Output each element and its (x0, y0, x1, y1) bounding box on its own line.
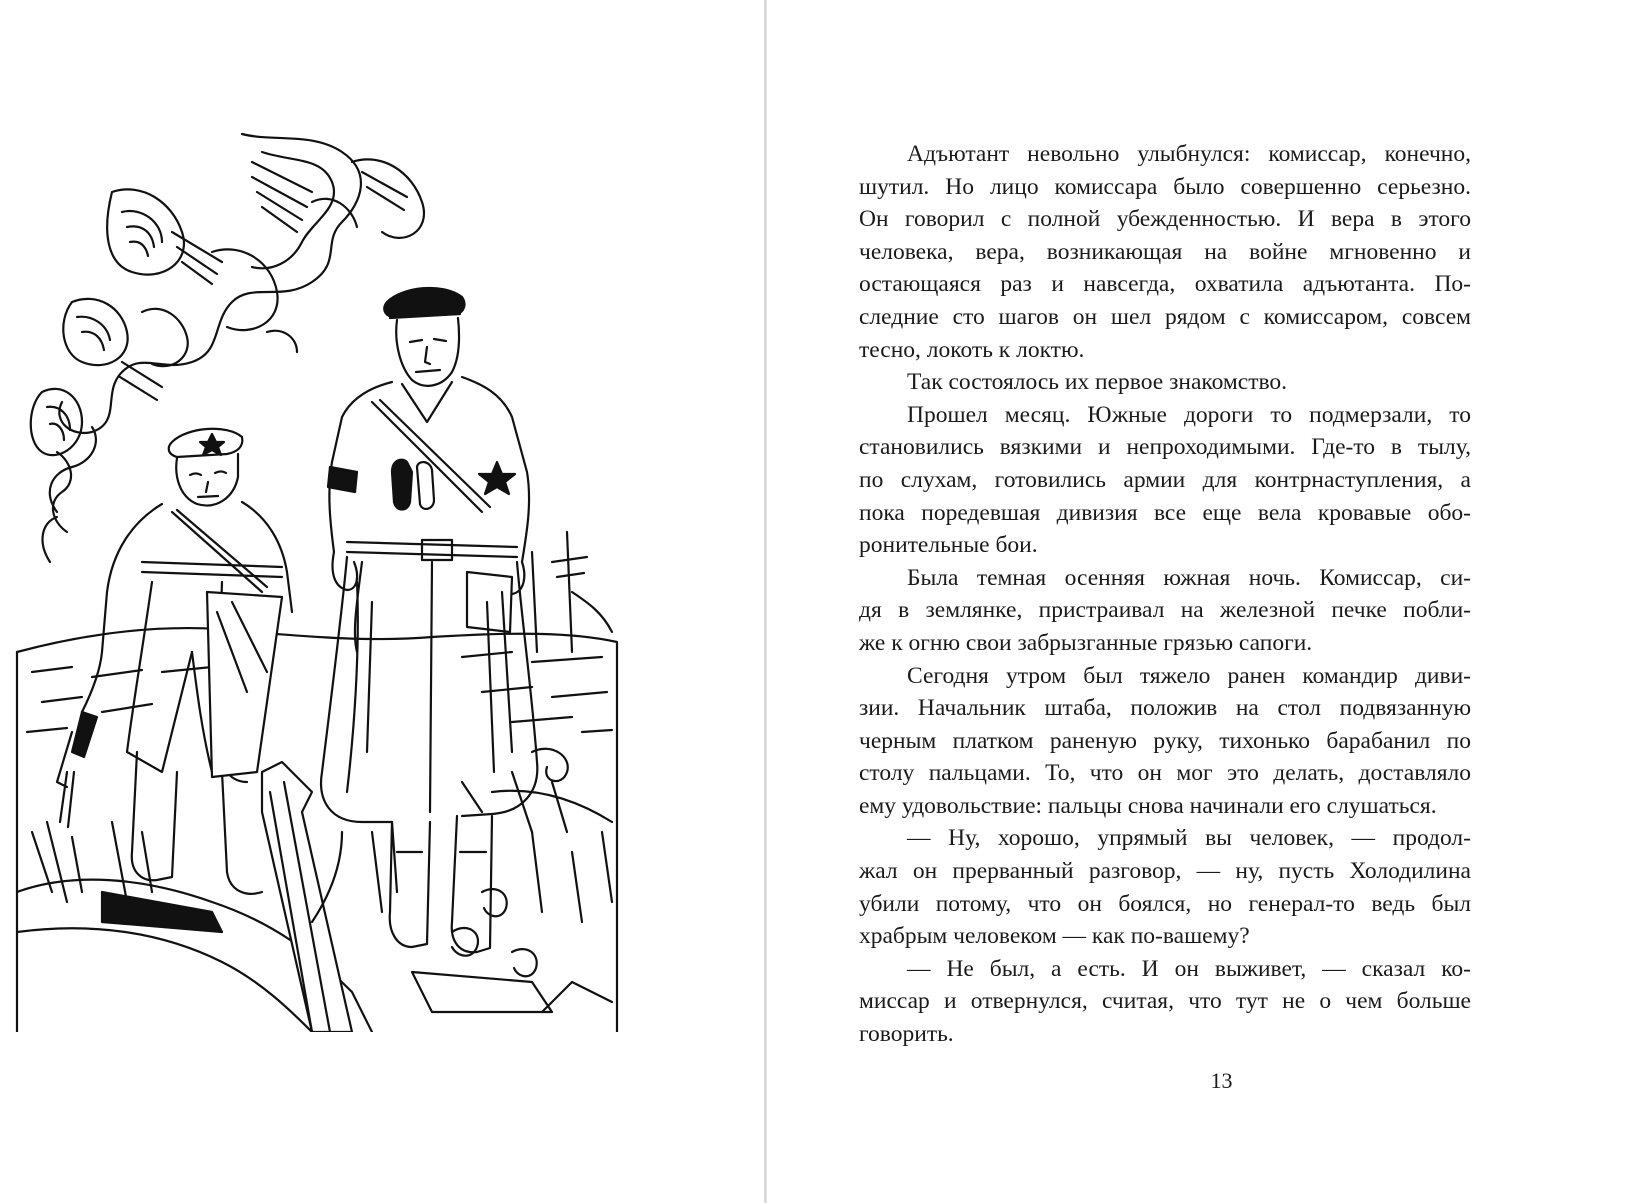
text-line: говорить. (859, 1021, 954, 1048)
text-line: человека, вера, возникающая на войне мгновенно и (859, 238, 1471, 265)
text-line: миссар и отвернулся, считая, что тут не о чем больше (859, 988, 1471, 1015)
right-page (767, 0, 1652, 1203)
text-line: Так состоялось их первое знакомство. (907, 369, 1288, 396)
text-line: шутил. Но лицо комиссара было совершенно серьезно. (859, 173, 1471, 200)
page-number: 13 (1210, 1068, 1233, 1093)
story-text (859, 138, 1471, 1051)
ink-drawing (12, 132, 662, 1032)
war-illustration (12, 132, 662, 1032)
text-line: Он говорил с полной убежденностью. И вера в этого (859, 206, 1471, 233)
text-line: Была темная осенняя южная ночь. Комиссар, си- (907, 564, 1471, 591)
text-line: Адъютант невольно улыбнулся: комиссар, конечно, (907, 141, 1471, 167)
foreground-trench (17, 762, 612, 1032)
smoke-plume (43, 427, 96, 562)
text-line: ему удовольствие: пальцы снова начинали его слушаться. (859, 792, 1437, 819)
text-line: ронительные бои. (859, 532, 1038, 559)
left-page (0, 0, 764, 1203)
text-line: следние сто шагов он шел рядом с комиссаром, совсем (859, 303, 1471, 330)
text-line: пока поредевшая дивизия все еще вела кровавые обо- (859, 499, 1471, 526)
text-line: убили потому, что он боялся, но генерал-то ведь был (859, 890, 1471, 917)
smoke-clouds (31, 134, 424, 455)
text-line: становились вязкими и непроходимыми. Где-то в тылу, (859, 434, 1471, 461)
text-line: по слухам, готовились армии для контрнаступления, а (859, 466, 1471, 493)
text-line: тесно, локоть к локтю. (859, 336, 1085, 363)
text-line: дя в землянке, пристраивал на железной печке побли- (859, 597, 1471, 624)
text-line: храбрым человеком — как по-вашему? (859, 923, 1250, 950)
text-line: черным платком раненую руку, тихонько барабанил по (859, 727, 1471, 754)
commissar-figure (321, 288, 537, 952)
text-line: Прошел месяц. Южные дороги то подмерзали, то (907, 401, 1471, 428)
text-line: же к огню свои забрызганные грязью сапоги. (859, 629, 1313, 656)
text-line: остающаяся раз и навсегда, охватила адъютанта. По- (859, 271, 1471, 298)
text-line: столу пальцами. То, что он мог это делать, доставляло (859, 760, 1471, 787)
adjutant-figure (57, 429, 292, 894)
text-line: жал он прерванный разговор, — ну, пусть Холодилина (859, 858, 1471, 885)
text-line: зии. Начальник штаба, положив на стол подвязанную (859, 695, 1471, 722)
text-line: Сегодня утром был тяжело ранен командир диви- (907, 662, 1471, 689)
text-line: — Ну, хорошо, упрямый вы человек, — продол- (907, 825, 1471, 852)
text-line: — Не был, а есть. И он выживет, — сказал ко- (907, 955, 1471, 982)
